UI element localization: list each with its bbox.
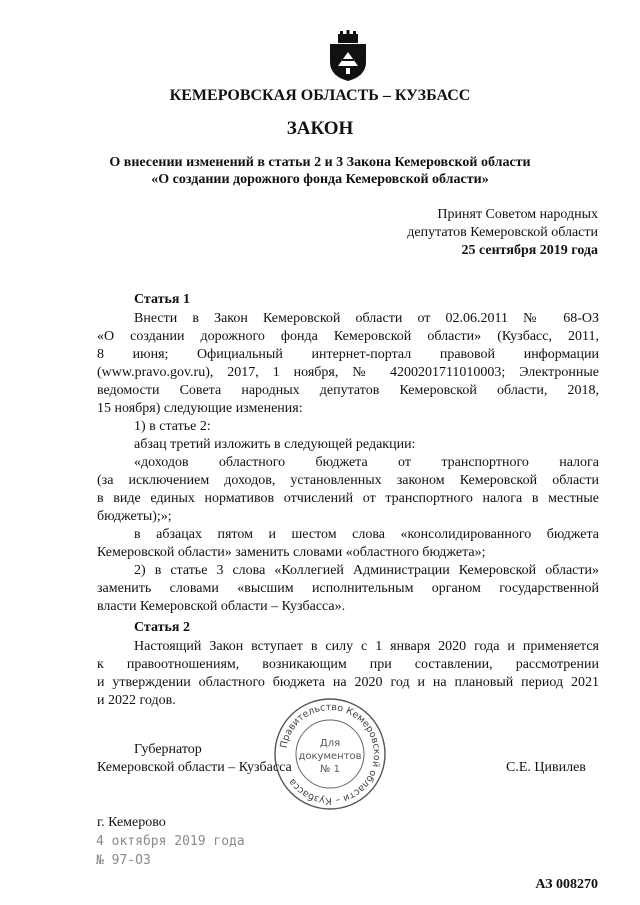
article-2-heading: Статья 2 bbox=[134, 620, 190, 635]
signatory-region: Кемеровской области – Кузбасса bbox=[97, 760, 292, 775]
official-seal bbox=[272, 696, 388, 812]
paragraph-line: «доходов областного бюджета от транспортного налога bbox=[134, 455, 599, 470]
paragraph-line: бюджеты);»; bbox=[97, 509, 172, 524]
signatory-name: С.Е. Цивилев bbox=[506, 760, 586, 775]
paragraph-line: власти Кемеровской области – Кузбасса». bbox=[97, 599, 346, 614]
seal-center-text: № 1 bbox=[320, 764, 340, 775]
paragraph-line: (за исключением доходов, установленных законом Кемеровской области bbox=[97, 473, 599, 488]
form-serial-number: АЗ 008270 bbox=[535, 877, 598, 892]
paragraph-line: 1) в статье 2: bbox=[134, 419, 211, 434]
article-1-heading: Статья 1 bbox=[134, 292, 190, 307]
adoption-line: депутатов Кемеровской области bbox=[407, 225, 598, 240]
law-title-line: «О создании дорожного фонда Кемеровской области» bbox=[151, 172, 489, 187]
paragraph-line: в виде единых нормативов отчислений от транспортного налога в местные bbox=[97, 491, 599, 506]
adoption-line: Принят Советом народных bbox=[437, 207, 598, 222]
paragraph-line: (www.pravo.gov.ru), 2017, 1 ноября, № 4200201711010003; Электронные bbox=[97, 365, 599, 380]
paragraph-line: 2) в статье 3 слова «Коллегией Администрации Кемеровской области» bbox=[134, 563, 599, 578]
paragraph-line: и утверждении областного бюджета на 2020 год и на плановый период 2021 bbox=[97, 675, 599, 690]
law-title bbox=[0, 154, 640, 188]
document-type-title: ЗАКОН bbox=[286, 118, 354, 139]
region-title: КЕМЕРОВСКАЯ ОБЛАСТЬ – КУЗБАСС bbox=[169, 87, 471, 104]
paragraph-line: абзац третий изложить в следующей редакции: bbox=[134, 437, 416, 452]
paragraph-line: ведомости Совета народных депутатов Кемеровской области, 2018, bbox=[97, 383, 599, 398]
seal-center-text: Для bbox=[319, 738, 341, 749]
registration-number: № 97-ОЗ bbox=[96, 853, 151, 868]
coat-of-arms-icon bbox=[326, 30, 370, 82]
paragraph-line: 15 ноября) следующие изменения: bbox=[97, 401, 303, 416]
adoption-block bbox=[407, 206, 598, 260]
signing-city: г. Кемерово bbox=[97, 815, 166, 830]
paragraph-line: Настоящий Закон вступает в силу с 1 января 2020 года и применяется bbox=[134, 639, 599, 654]
seal-center-text: документов bbox=[298, 751, 362, 762]
article-1-body bbox=[97, 310, 599, 616]
paragraph-line: Внести в Закон Кемеровской области от 02.06.2011 № 68-ОЗ bbox=[134, 311, 599, 326]
paragraph-line: в абзацах пятом и шестом слова «консолидированного бюджета bbox=[134, 527, 599, 542]
signatory-title: Губернатор bbox=[134, 742, 202, 757]
registration-date: 4 октября 2019 года bbox=[96, 834, 245, 849]
paragraph-line: заменить словами «высшим исполнительным органом государственной bbox=[97, 581, 599, 596]
law-title-line: О внесении изменений в статьи 2 и 3 Закона Кемеровской области bbox=[109, 155, 531, 170]
paragraph-line: 8 июня; Официальный интернет-портал правовой информации bbox=[97, 347, 599, 362]
paragraph-line: Кемеровской области» заменить словами «областного бюджета»; bbox=[97, 545, 486, 560]
paragraph-line: «О создании дорожного фонда Кемеровской области» (Кузбасс, 2011, bbox=[97, 329, 599, 344]
paragraph-line: и 2022 годов. bbox=[97, 693, 176, 708]
paragraph-line: к правоотношениям, возникающим при составлении, рассмотрении bbox=[97, 657, 599, 672]
adoption-date: 25 сентября 2019 года bbox=[461, 243, 598, 258]
seal-ring-text: Правительство Кемеровской области – Кузбасса bbox=[278, 701, 383, 807]
